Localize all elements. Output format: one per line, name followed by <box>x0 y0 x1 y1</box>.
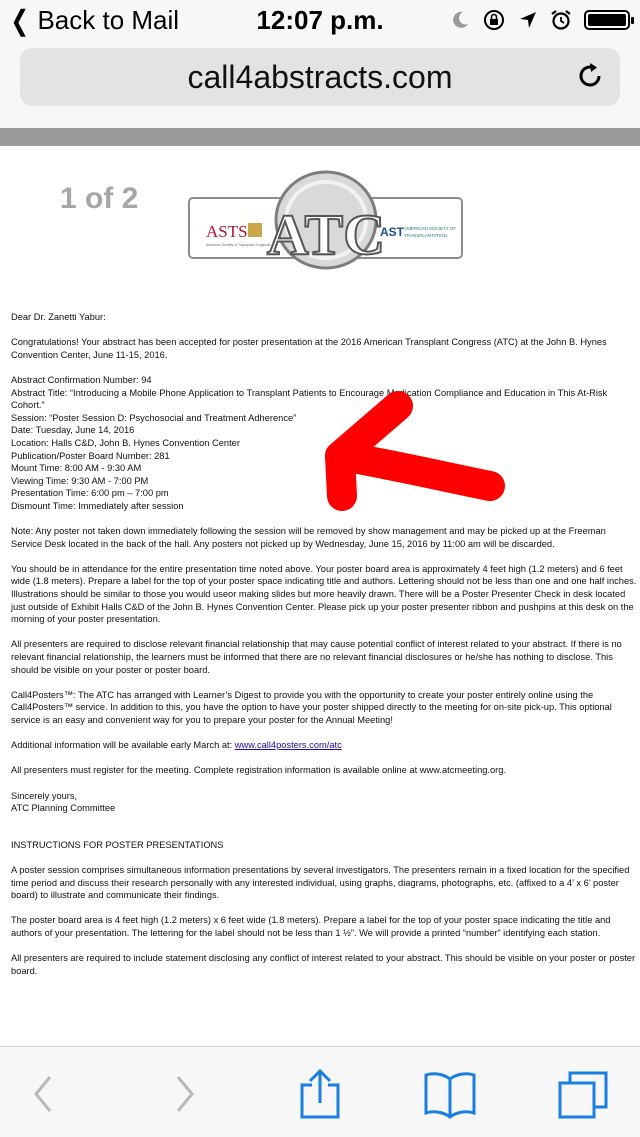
registration-paragraph: All presenters must register for the meeting. Complete registration information is available online at www.atcmeeting.org. <box>11 765 507 776</box>
detail-line: Abstract Title: “Introducing a Mobile Phone Application to Transplant Patients to Encourage Medication Compliance and Education in This At-Risk Cohort.” <box>11 387 608 411</box>
detail-line: Presentation Time: 6:00 pm – 7:00 pm <box>11 488 169 499</box>
back-chevron-icon[interactable] <box>16 1069 72 1119</box>
rotation-lock-icon <box>482 8 506 32</box>
location-arrow-icon <box>518 10 538 30</box>
battery-icon <box>584 10 630 30</box>
signature: ATC Planning Committee <box>11 803 116 814</box>
call4posters-link[interactable]: www.call4posters.com/atc <box>234 740 342 751</box>
browser-url-area <box>0 40 640 128</box>
reload-icon[interactable] <box>574 60 606 92</box>
detail-line: Dismount Time: Immediately after session <box>11 500 184 511</box>
note-paragraph: Note: Any poster not taken down immediately following the session will be removed by show management and may be picked up at the Freeman Service Desk located in the back of the hall. Any posters not picked up by Wednesday, June 15, 2016 by 11:00 am will be discarded. <box>11 526 606 549</box>
page-top-band <box>0 128 640 146</box>
detail-line: Date: Tuesday, June 14, 2016 <box>11 425 135 436</box>
detail-line: Location: Halls C&D, John B. Hynes Convention Center <box>11 437 240 448</box>
address-bar[interactable] <box>20 48 620 106</box>
svg-text:ASTS: ASTS <box>206 222 248 241</box>
tabs-icon[interactable] <box>556 1069 612 1119</box>
detail-line: Session: “Poster Session D: Psychosocial and Treatment Adherence” <box>11 412 297 423</box>
detail-line: Publication/Poster Board Number: 281 <box>11 450 170 461</box>
red-annotation-arrow <box>310 386 510 536</box>
bookmarks-icon[interactable] <box>422 1069 478 1119</box>
svg-text:TRANSPLANTATION: TRANSPLANTATION <box>404 233 447 238</box>
instructions-heading: INSTRUCTIONS FOR POSTER PRESENTATIONS <box>11 839 224 850</box>
signature-block <box>11 790 637 815</box>
svg-text:AST: AST <box>380 225 404 239</box>
share-icon[interactable] <box>292 1069 348 1119</box>
status-bar <box>0 0 640 40</box>
svg-text:AMERICAN SOCIETY OF: AMERICAN SOCIETY OF <box>404 226 457 231</box>
additional-info-paragraph <box>11 739 637 752</box>
instructions-paragraph-2: The poster board area is 4 feet high (1.2 meters) x 6 feet wide (1.8 meters). Prepare a label for the top of your poster space indicating the title and authors of your presentation. The lettering for the label should not be less than 1 ½”. We will provide a printed “number” identifying each station. <box>11 915 611 938</box>
atc-logo <box>188 168 463 276</box>
status-time: 12:07 p.m. <box>256 5 384 35</box>
pdf-document-view[interactable] <box>0 146 640 1046</box>
url-text: call4abstracts.com <box>187 59 453 95</box>
instructions-paragraph-1: A poster session comprises simultaneous information presentations by several investigators. The presenters remain in a fixed location for the specified time period and discuss their research personally with any interested individual, using graphs, diagrams, photographs, etc. (affixed to a 4’ x 6’ poster board) to illustrate and communicate their findings. <box>11 864 630 901</box>
call4posters-paragraph: Call4Posters™: The ATC has arranged with Learner’s Digest to provide you with the opportunity to create your poster entirely online using the Call4Posters™ service. In addition to this, you have the option to have your poster shipped directly to the meeting for on-site pick-up. This optional service is an easy and convenient way for you to prepare your poster for the Annual Meeting! <box>11 689 612 725</box>
detail-line: Mount Time: 8:00 AM - 9:30 AM <box>11 463 142 474</box>
back-chevron-status-icon: ❮ <box>10 5 30 36</box>
moon-icon <box>450 10 470 30</box>
page-indicator: 1 of 2 <box>60 182 139 215</box>
congratulations-paragraph: Congratulations! Your abstract has been accepted for poster presentation at the 2016 American Transplant Congress (ATC) at the John B. Hynes Convention Center, June 11-15, 2016. <box>11 337 607 360</box>
detail-line: Viewing Time: 9:30 AM - 7:00 PM <box>11 475 149 486</box>
additional-info-text: Additional information will be available early March at: <box>11 740 235 751</box>
back-to-mail-label: Back to Mail <box>37 5 180 35</box>
svg-text:ATC: ATC <box>266 202 386 267</box>
detail-line: Abstract Confirmation Number: 94 <box>11 374 152 385</box>
instructions-paragraph-3: All presenters are required to include statement disclosing any conflict of interest related to your abstract. This should be visible on your poster or poster board. <box>11 953 636 976</box>
alarm-icon <box>550 9 572 31</box>
safari-toolbar <box>0 1046 640 1137</box>
disclosure-paragraph: All presenters are required to disclose relevant financial relationship that may cause potential conflict of interest related to your abstract. If there is no relevant financial relationship, the learners must be informed that there are no relevant financial disclosures or he/she has nothing to disclose. This should be visible on your poster or poster board. <box>11 639 622 675</box>
greeting: Dear Dr. Zanetti Yabur: <box>11 312 106 322</box>
svg-text:American Society of Transplant: American Society of Transplant Surgeons <box>206 243 271 247</box>
closing: Sincerely yours, <box>11 790 78 801</box>
attendance-paragraph: You should be in attendance for the entire presentation time noted above. Your poster board area is approximately 4 feet high (1.2 meters) and 6 feet wide (1.8 meters). Prepare a label for the top of your poster space indicating title and authors. Lettering should not be less than one and one half inches. Illustrations should be similar to those you would useor making slides but more heavily drawn. There will be a Poster Presenter Check in desk located just outside of Exhibit Halls C&D of the John B. Hynes Convention Center. Please pick up your poster presenter ribbon and pushpins at this desk on the morning of your poster presentation. <box>11 563 637 625</box>
forward-chevron-icon[interactable] <box>156 1069 212 1119</box>
status-icons <box>450 8 630 32</box>
